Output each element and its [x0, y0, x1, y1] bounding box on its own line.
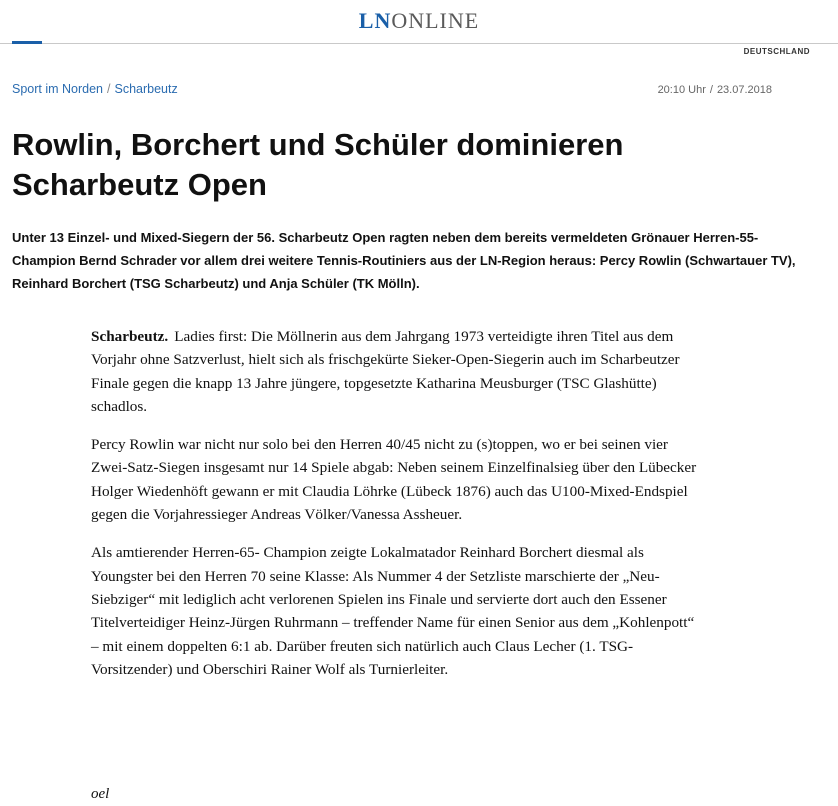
article-date: 23.07.2018 — [716, 84, 772, 96]
article-lead: Unter 13 Einzel- und Mixed-Siegern der 56. Scharbeutz Open ragten neben dem bereits vermeldeten Grönauer Herren-55- Champion Bernd Schrader vor allem drei weitere Tennis-Routiniers aus der LN-Region heraus: Percy Rowlin (Schwartauer TV), Reinhard Borchert (TSG Scharbeutz) und Anja Schüler (TK Mölln). — [12, 230, 796, 291]
paragraph-1-text: Ladies first: Die Möllnerin aus dem Jahrgang 1973 verteidigte ihren Titel aus dem Vorjahr ohne Satzverlust, hielt sich als frischgekürte Sieker-Open-Siegerin auch im Scharbeutzer Finale gegen die knapp 13 Jahre jüngere, topgesetzte Katharina Meusburger (TSC Glashütte) schadlos. — [91, 328, 680, 415]
breadcrumb-subsection-link[interactable]: Scharbeutz — [114, 82, 178, 96]
region-label[interactable]: DEUTSCHLAND — [743, 47, 810, 56]
breadcrumb-separator: / — [107, 82, 111, 96]
site-logo[interactable] — [0, 8, 838, 34]
breadcrumb-section-link[interactable]: Sport im Norden — [12, 82, 104, 96]
logo-ln: LN — [358, 8, 392, 33]
article-dateline: Scharbeutz. — [91, 328, 169, 345]
article-time: 20:10 Uhr — [657, 84, 706, 96]
menu-accent-bar[interactable] — [12, 41, 42, 44]
article-paragraph-2: Percy Rowlin war nicht nur solo bei den Herren 40/45 nicht zu (s)toppen, wo er bei seinen vier Zwei-Satz-Siegen insgesamt nur 14 Spiele abgab: Neben seinem Einzelfinalsieg über den Lübecker Holger Wiedenhöft gewann er mit Claudia Löhrke (Lübeck 1876) auch das U100-Mixed-Endspiel gegen die Vorjahressieger Andreas Völker/Vanessa Assheuer. — [91, 436, 697, 524]
timestamp-separator: / — [709, 84, 713, 96]
header-divider — [0, 43, 838, 44]
article-author: oel — [91, 786, 110, 802]
article-paragraph-1 — [91, 325, 701, 418]
breadcrumb — [12, 82, 178, 96]
site-header — [0, 0, 838, 56]
article-timestamp — [658, 84, 772, 96]
article-body — [91, 325, 701, 696]
logo-online: ONLINE — [391, 8, 480, 33]
article-paragraph-3: Als amtierender Herren-65- Champion zeigte Lokalmatador Reinhard Borchert diesmal als Youngster bei den Herren 70 seine Klasse: Als Nummer 4 der Setzliste marschierte der „Neu-Siebziger“ mit lediglich acht verlorenen Spielen ins Finale und servierte dort auch den Essener Titelverteidiger Heinz-Jürgen Ruhrmann – treffender Name für einen Senior aus dem „Kohlenpott“ – mit einem doppelten 6:1 ab. Darüber freuten sich natürlich auch Claus Lecher (1. TSG- Vorsitzender) und Oberschiri Rainer Wolf als Turnierleiter. — [91, 544, 695, 678]
article-headline: Rowlin, Borchert und Schüler dominieren Scharbeutz Open — [12, 127, 624, 202]
